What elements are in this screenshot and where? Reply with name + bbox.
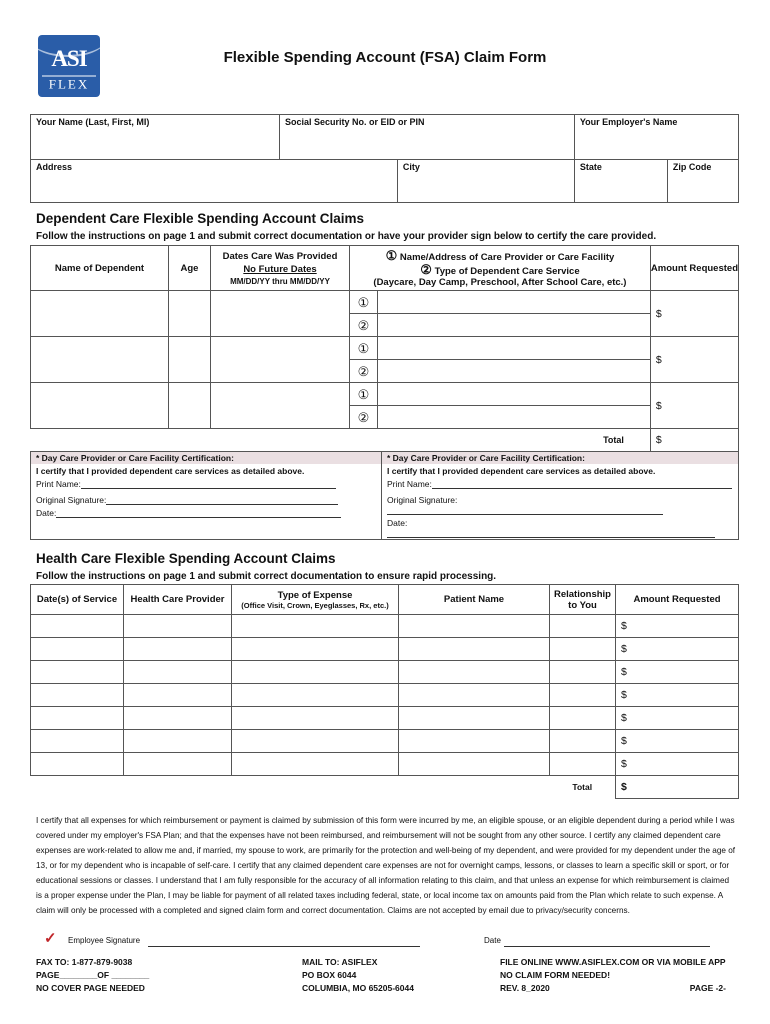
mail-city: COLUMBIA, MO 65205-6044 [302,983,414,993]
col-provider-line3: (Daycare, Day Camp, Preschool, After School Care, etc.) [373,276,627,288]
health-provider-cell[interactable] [124,707,232,730]
amount-cell[interactable]: $ [616,661,739,684]
service-date-cell[interactable] [31,661,124,684]
signature-line[interactable] [387,514,663,515]
col-expense-type [232,585,399,615]
print-name-line[interactable] [432,488,732,489]
service-type-cell[interactable] [378,406,651,429]
cert-text: I certify that I provided dependent care services as detailed above. [36,466,305,476]
col-dependent-name: Name of Dependent [31,246,169,291]
health-provider-cell[interactable] [124,638,232,661]
page-number: PAGE -2- [689,983,726,993]
col-dates-line1: Dates Care Was Provided [222,250,338,262]
dependent-instructions: Follow the instructions on page 1 and submit correct documentation or have your provider sign below to certify the care provided. [36,231,657,242]
patient-name-cell[interactable] [399,661,550,684]
service-date-cell[interactable] [31,753,124,776]
name-field[interactable] [31,115,280,160]
service-date-cell[interactable] [31,615,124,638]
cert-title: * Day Care Provider or Care Facility Certification: [31,452,381,464]
col-expense-type-line1: Type of Expense [277,589,353,601]
dependent-total-label: Total [31,429,651,452]
col-dates-line2: No Future Dates [243,263,317,275]
employee-signature-label: Employee Signature [68,936,141,945]
dependent-name-cell[interactable] [31,291,169,337]
print-name-label: Print Name: [387,479,432,489]
marker-two-icon: ② [420,261,432,277]
address-field[interactable] [31,160,398,203]
date-line[interactable] [56,517,341,518]
footer-online-block [500,956,726,995]
dependent-total-amount[interactable]: $ [650,429,738,452]
patient-name-cell[interactable] [399,638,550,661]
patient-name-cell[interactable] [399,730,550,753]
col-service-dates: Date(s) of Service [31,585,124,615]
health-provider-cell[interactable] [124,661,232,684]
certification-right [382,452,739,540]
personal-info-table [30,114,739,203]
amount-cell[interactable]: $ [616,615,739,638]
checkmark-icon: ✓ [44,930,57,947]
certification-left [31,452,382,540]
logo-bottom-text: FLEX [42,75,96,92]
relationship-cell[interactable] [550,615,616,638]
amount-cell[interactable]: $ [616,753,739,776]
health-total-amount[interactable]: $ [616,776,739,799]
col-provider-line2: Type of Dependent Care Service [434,265,580,277]
marker-one-icon: ① [350,337,378,360]
page-of: PAGE________OF ________ [36,970,150,980]
no-cover-page: NO COVER PAGE NEEDED [36,983,145,993]
health-provider-cell[interactable] [124,753,232,776]
file-online: FILE ONLINE WWW.ASIFLEX.COM OR VIA MOBILE APP [500,957,726,967]
ssn-field[interactable] [280,115,575,160]
state-field[interactable] [574,160,667,203]
amount-cell[interactable]: $ [650,291,738,337]
form-title: Flexible Spending Account (FSA) Claim Form [223,49,547,66]
dependent-name-cell[interactable] [31,337,169,383]
relationship-cell[interactable] [550,753,616,776]
amount-cell[interactable]: $ [616,730,739,753]
marker-one-icon: ① [350,383,378,406]
health-total-label: Total [550,776,616,799]
footer-mail-block [302,956,414,995]
age-cell[interactable] [169,337,211,383]
relationship-cell[interactable] [550,638,616,661]
service-date-cell[interactable] [31,684,124,707]
amount-cell[interactable]: $ [616,684,739,707]
cert-text: I certify that I provided dependent care services as detailed above. [387,466,656,476]
revision: REV. 8_2020 [500,983,550,993]
address-label: Address [36,162,73,172]
service-type-cell[interactable] [378,360,651,383]
amount-cell[interactable]: $ [650,337,738,383]
patient-name-cell[interactable] [399,615,550,638]
dates-cell[interactable] [211,383,350,429]
mail-to: MAIL TO: ASIFLEX [302,957,378,967]
employer-label: Your Employer's Name [579,117,678,127]
col-dates-line3: MM/DD/YY thru MM/DD/YY [230,276,330,286]
relationship-cell[interactable] [550,684,616,707]
city-field[interactable] [397,160,574,203]
provider-name-cell[interactable] [378,291,651,314]
fax-number: FAX TO: 1-877-879-9038 [36,957,133,967]
certification-paragraph: I certify that all expenses for which reimbursement or payment is claimed by submission of this form were incurred by me, an eligible spouse, or an eligible dependent during a period while I was covered under my employer's FSA Plan; and that the expenses have not been reimbursed, and reimbursement will not be sought from any other source. I certify any claimed dependent care expenses are work-related to allow me and, if married, my spouse to work, are primarily for the protection and well-being of my dependent, and were provided for my dependent under the age of 13, or for my dependent who is incapable of self-care. I certify that any claimed dependent care expenses are not for overnight camps, lessons, or classes to learn a specific skill or sport, or for educational sessions or classes. I understand that I am fully responsible for the accuracy of all information relating to this claim, and that unless an expense for which reimbursement is claimed is a proper expense under the Plan, I may be liable for payment of all related taxes including federal, state, or local income tax on amounts paid from the Plan which relate to such expense. A claim will only be processed with a completed and signed claim form and correct documentation. Claims are not accepted by email due to privacy/security concerns. [36,816,736,915]
date-line[interactable] [387,537,715,538]
footer-fax-block [36,956,149,995]
amount-cell[interactable]: $ [616,638,739,661]
dependent-claims-table [30,245,739,452]
col-age: Age [169,246,211,291]
marker-two-icon: ② [350,314,378,337]
state-label: State [579,162,602,172]
service-date-cell[interactable] [31,730,124,753]
health-provider-cell[interactable] [124,615,232,638]
zip-field[interactable] [667,160,738,203]
signature-line[interactable] [106,504,338,505]
dependent-name-cell[interactable] [31,383,169,429]
print-name-label: Print Name: [36,479,81,489]
asiflex-logo [38,35,100,97]
expense-type-cell[interactable] [232,753,399,776]
col-health-amount: Amount Requested [616,585,739,615]
patient-name-cell[interactable] [399,684,550,707]
original-signature-label: Original Signature: [36,495,107,505]
marker-one-icon: ① [385,247,398,263]
provider-name-cell[interactable] [378,337,651,360]
patient-name-cell[interactable] [399,753,550,776]
employer-field[interactable] [574,115,738,160]
expense-type-cell[interactable] [232,638,399,661]
service-date-cell[interactable] [31,638,124,661]
relationship-cell[interactable] [550,730,616,753]
dates-cell[interactable] [211,337,350,383]
original-signature-label: Original Signature: [387,495,458,505]
signature-date-label: Date [484,936,501,945]
no-claim-form: NO CLAIM FORM NEEDED! [500,970,611,980]
health-claims-table [30,584,739,799]
date-label: Date: [387,518,408,528]
col-patient-name: Patient Name [399,585,550,615]
expense-type-cell[interactable] [232,707,399,730]
ssn-label: Social Security No. or EID or PIN [285,117,425,127]
name-label: Your Name (Last, First, MI) [36,117,150,127]
marker-two-icon: ② [350,406,378,429]
relationship-cell[interactable] [550,661,616,684]
col-provider-line1: Name/Address of Care Provider or Care Facility [399,251,615,263]
age-cell[interactable] [169,291,211,337]
date-label: Date: [36,508,57,518]
col-expense-type-line2: (Office Visit, Crown, Eyeglasses, Rx, etc.) [241,600,389,610]
zip-label: Zip Code [672,162,712,172]
service-date-cell[interactable] [31,707,124,730]
provider-name-cell[interactable] [378,383,651,406]
amount-cell[interactable]: $ [616,707,739,730]
logo-top-text: ASI [51,46,87,71]
age-cell[interactable] [169,383,211,429]
expense-type-cell[interactable] [232,730,399,753]
patient-name-cell[interactable] [399,707,550,730]
col-provider [350,246,651,291]
col-dates [211,246,350,291]
service-type-cell[interactable] [378,314,651,337]
health-provider-cell[interactable] [124,684,232,707]
expense-type-cell[interactable] [232,684,399,707]
amount-cell[interactable]: $ [650,383,738,429]
dates-cell[interactable] [211,291,350,337]
provider-certification-table [30,451,739,540]
col-relationship: Relationship to You [550,585,616,615]
health-provider-cell[interactable] [124,730,232,753]
marker-one-icon: ① [350,291,378,314]
col-amount: Amount Requested [650,246,738,291]
cert-title: * Day Care Provider or Care Facility Certification: [382,452,738,464]
expense-type-cell[interactable] [232,661,399,684]
col-health-provider: Health Care Provider [124,585,232,615]
print-name-line[interactable] [81,488,336,489]
dependent-section-title: Dependent Care Flexible Spending Account Claims [36,211,365,226]
health-section-title: Health Care Flexible Spending Account Claims [36,551,336,566]
signature-date-line[interactable] [504,935,710,947]
marker-two-icon: ② [350,360,378,383]
employee-signature-line[interactable] [148,935,420,947]
po-box: PO BOX 6044 [302,970,357,980]
health-instructions: Follow the instructions on page 1 and submit correct documentation to ensure rapid processing. [36,571,497,582]
city-label: City [402,162,420,172]
expense-type-cell[interactable] [232,615,399,638]
relationship-cell[interactable] [550,707,616,730]
